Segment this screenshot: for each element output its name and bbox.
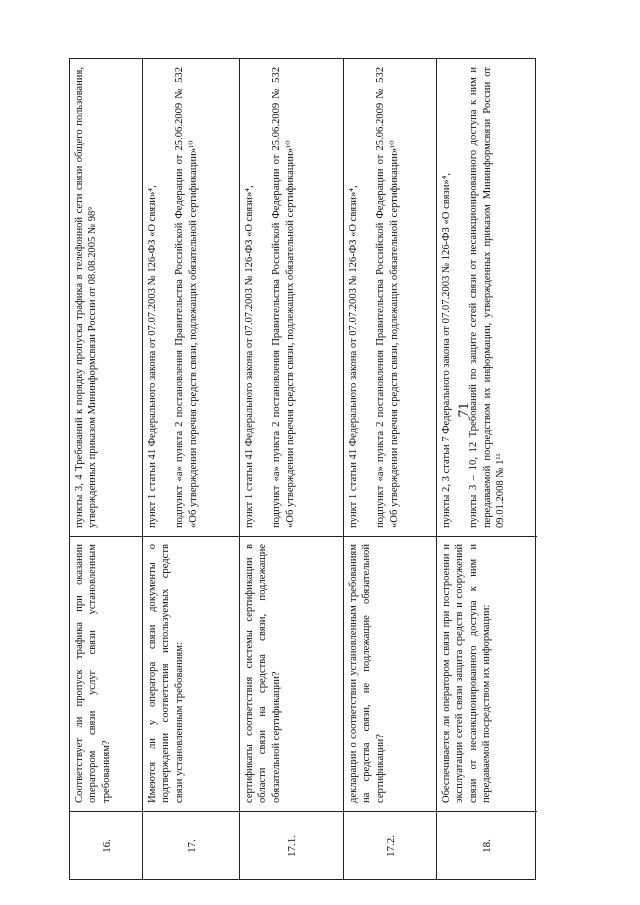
question-cell: Соответствует ли пропуск трафика при оказании оператором связи услуг связи установленным требованиям?	[74, 544, 112, 803]
legal-basis-text: пункты 3 – 10, 12 Требований по защите сетей связи от несанкционированного доступа к ним и передаваемой посредством их информации, утвержденных приказом Мининформсвязи России от 09.01.2008 № 1¹¹	[468, 67, 507, 528]
legal-basis-text: пункт 1 статьи 41 Федерального закона от 07.07.2003 № 126-ФЗ «О связи»⁴,	[147, 185, 158, 528]
table-row	[240, 59, 344, 879]
legal-basis-text: пункт 1 статьи 41 Федерального закона от 07.07.2003 № 126-ФЗ «О связи»⁴,	[244, 185, 255, 528]
row-divider	[240, 536, 343, 537]
legal-basis-text: подпункт «а» пункта 2 постановления Правительства Российской Федерации от 25.06.2009 № 532 «Об утверждении перечня средств связи, подлежащих обязательной сертификации»¹⁰	[375, 67, 400, 528]
table-row	[143, 59, 240, 879]
page-number: 71	[456, 402, 472, 418]
row-divider	[143, 536, 239, 537]
row-number: 18.	[481, 839, 493, 853]
row-number: 16.	[100, 839, 113, 853]
row-number: 17.1.	[286, 835, 298, 857]
legal-basis-text: пункт 1 статьи 41 Федерального закона от 07.07.2003 № 126-ФЗ «О связи»⁴,	[348, 185, 359, 528]
legal-basis-cell	[347, 63, 401, 532]
row-divider	[344, 536, 436, 537]
legal-basis-cell	[243, 63, 297, 532]
question-cell: Обеспечивается ли оператором связи при построении и эксплуатации сетей связи защита средств и сооружений связи от несанкционированного доступа к ним и передаваемой посредством их информации:	[441, 544, 493, 803]
table-row	[437, 59, 537, 879]
legal-basis-text: пункты 3, 4 Требований к порядку пропуска трафика в телефонной сети связи общего пользования, утвержденных приказом Мининформсвязи России от 08.08.2005 № 98⁹	[74, 67, 99, 528]
question-cell: декларации о соответствии установленным требованиям на средства связи, не подлежащие обязательной сертификации?	[348, 544, 386, 803]
legal-basis-text: подпункт «а» пункта 2 постановления Правительства Российской Федерации от 25.06.2009 № 532 «Об утверждении перечня средств связи, подлежащих обязательной сертификации»¹⁰	[271, 67, 296, 528]
row-divider	[437, 536, 537, 537]
question-cell: Имеются ли у оператора связи документы о подтверждении соответствия используемых средств связи установленным требованиям:	[147, 544, 185, 803]
table-row	[70, 59, 143, 879]
legal-basis-cell	[440, 63, 508, 532]
legal-basis-cell	[146, 63, 200, 532]
row-number: 17.	[185, 839, 198, 853]
row-divider	[70, 536, 142, 537]
table-row	[344, 59, 437, 879]
legal-basis-cell	[73, 63, 100, 532]
question-cell: сертификаты соответствия системы сертификации в области связи на средства связи, подлежащие обязательной сертификации?	[244, 544, 282, 803]
legal-basis-text: подпункт «а» пункта 2 постановления Правительства Российской Федерации от 25.06.2009 № 532 «Об утверждении перечня средств связи, подлежащих обязательной сертификации»¹⁰	[174, 67, 199, 528]
requirements-grid	[69, 58, 536, 880]
row-number: 17.2.	[384, 835, 397, 857]
legal-basis-text: пункты 2, 3 статьи 7 Федерального закона от 07.07.2003 № 126-ФЗ «О связи»⁴,	[441, 172, 452, 528]
